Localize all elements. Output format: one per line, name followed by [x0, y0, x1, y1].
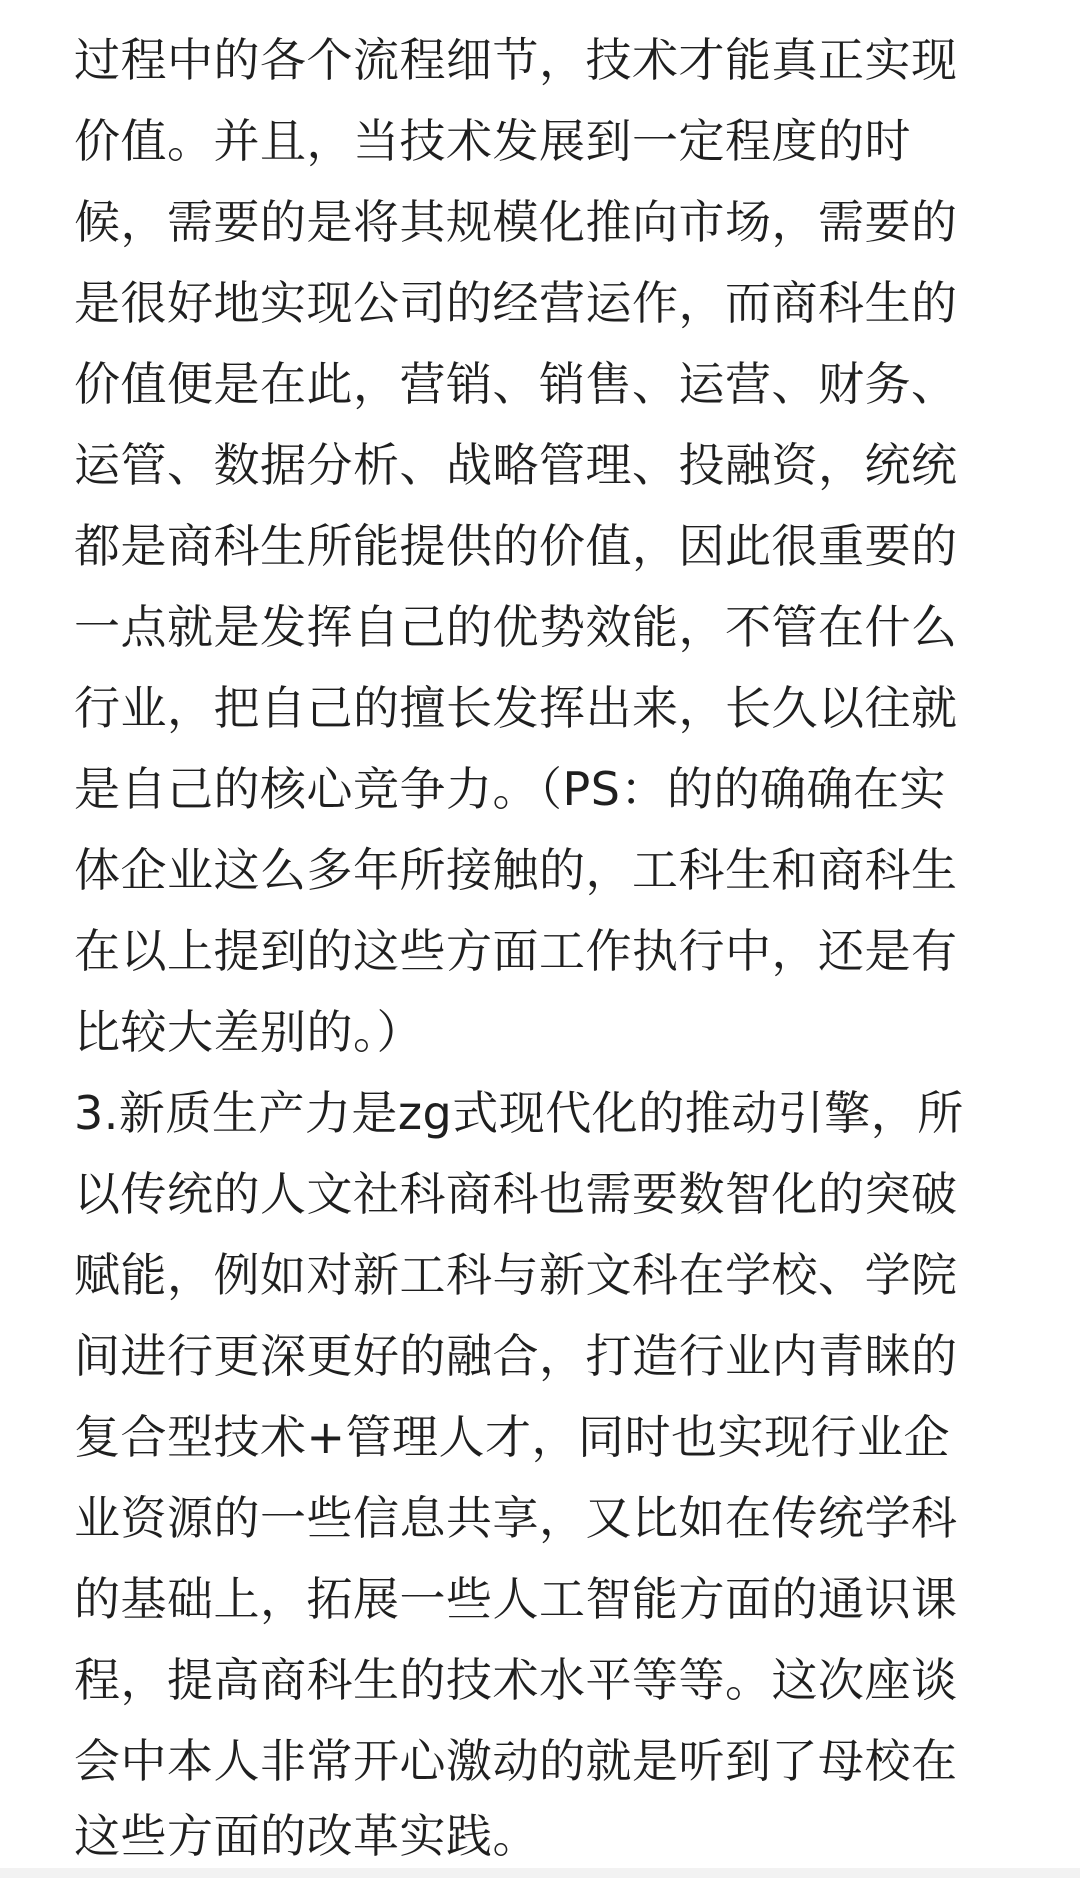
paragraph-line: 候，需要的是将其规模化推向市场，需要的 [74, 195, 958, 249]
paragraph-line: 会中本人非常开心激动的就是听到了母校在 [74, 1734, 958, 1788]
paragraph-line: 一点就是发挥自己的优势效能，不管在什么 [74, 600, 958, 654]
paragraph-line: 价值便是在此，营销、销售、运营、财务、 [74, 357, 958, 411]
paragraph-line: 运管、数据分析、战略管理、投融资，统统 [74, 438, 958, 492]
paragraph-line: 过程中的各个流程细节，技术才能真正实现 [74, 33, 958, 87]
paragraph-line: 以传统的人文社科商科也需要数智化的突破 [74, 1167, 958, 1221]
paragraph-line: 行业，把自己的擅长发挥出来，长久以往就 [74, 681, 958, 735]
paragraph-line: 业资源的一些信息共享，又比如在传统学科 [74, 1491, 958, 1545]
paragraph-line: 3.新质生产力是zg式现代化的推动引擎，所 [74, 1086, 964, 1140]
paragraph-line: 是自己的核心竞争力。（PS：的的确确在实 [74, 762, 946, 816]
paragraph-line: 复合型技术+管理人才，同时也实现行业企 [74, 1410, 951, 1464]
paragraph-line: 程，提高商科生的技术水平等等。这次座谈 [74, 1653, 958, 1707]
paragraph-line: 在以上提到的这些方面工作执行中，还是有 [74, 924, 958, 978]
paragraph-line: 价值。并且，当技术发展到一定程度的时 [74, 114, 911, 168]
paragraph-line: 的基础上，拓展一些人工智能方面的通识课 [74, 1572, 958, 1626]
paragraph-line: 是很好地实现公司的经营运作，而商科生的 [74, 276, 958, 330]
paragraph-line: 这些方面的改革实践。 [74, 1809, 539, 1863]
paragraph-line: 间进行更深更好的融合，打造行业内青睐的 [74, 1329, 958, 1383]
paragraph-line: 都是商科生所能提供的价值，因此很重要的 [74, 519, 958, 573]
paragraph-line: 赋能，例如对新工科与新文科在学校、学院 [74, 1248, 958, 1302]
bottom-edge [0, 1868, 1080, 1878]
paragraph-line: 比较大差别的。） [74, 1005, 423, 1059]
paragraph-line: 体企业这么多年所接触的，工科生和商科生 [74, 843, 958, 897]
